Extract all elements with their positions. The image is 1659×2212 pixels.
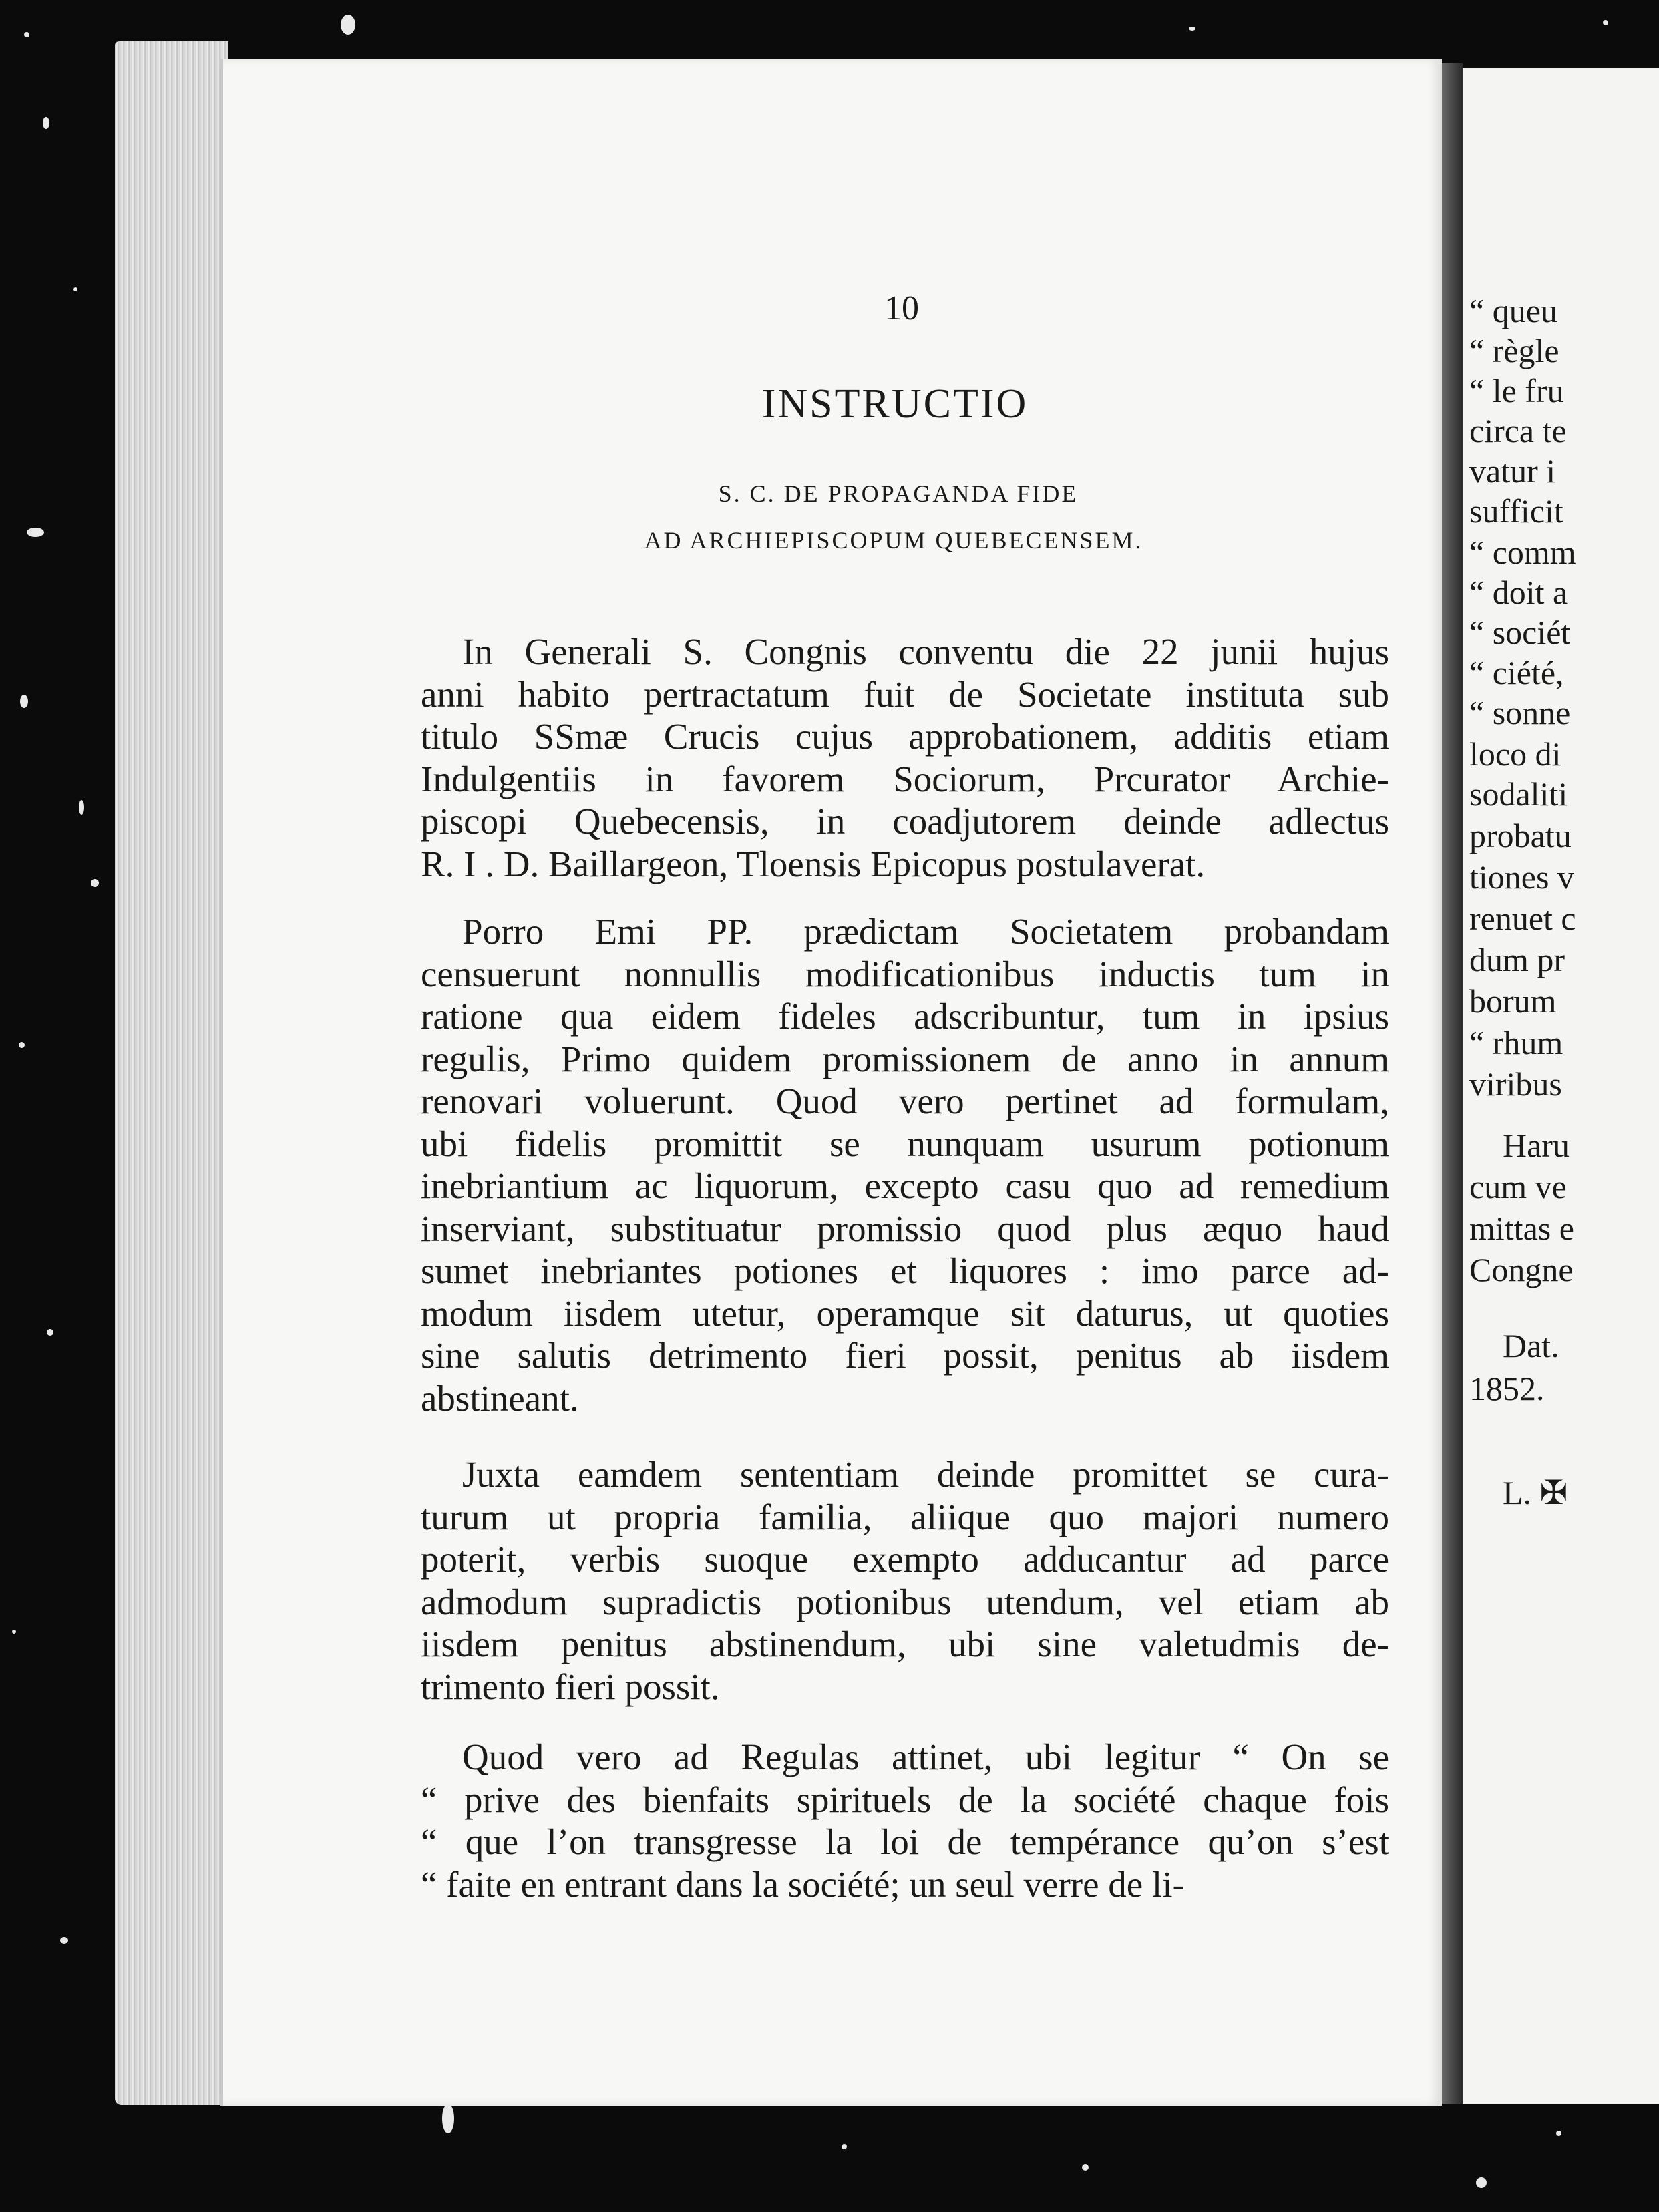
facing-page-line: tiones v <box>1469 858 1574 896</box>
paragraph-3 <box>421 1453 1389 1708</box>
scan-speck <box>1189 27 1195 31</box>
facing-page-line: “ le fru <box>1469 372 1564 409</box>
page-number: 10 <box>884 289 919 327</box>
text-line: censuerunt nonnullis modificationibus inductis tum in <box>421 953 1389 994</box>
text-line: titulo SSmæ Crucis cujus approbationem, additis etiam <box>421 716 1389 757</box>
text-line: In Generali S. Congnis conventu die 22 junii hujus <box>462 631 1389 672</box>
text-line: modum iisdem utetur, operamque sit daturus, ut quoties <box>421 1292 1389 1334</box>
facing-page-line: circa te <box>1469 412 1567 449</box>
text-line: R. I . D. Baillargeon, Tloensis Epicopus postulaverat. <box>421 843 1206 884</box>
text-line: piscopi Quebecensis, in coadjutorem deinde adlectus <box>421 801 1389 842</box>
facing-page-line: sufficit <box>1469 492 1563 530</box>
facing-page-line: probatu <box>1469 817 1572 854</box>
facing-page-line: “ sociét <box>1469 614 1571 651</box>
text-line: admodum supradictis potionibus utendum, vel etiam ab <box>421 1581 1389 1622</box>
facing-page-line: “ comm <box>1469 534 1576 571</box>
facing-page-line: Haru <box>1503 1127 1570 1164</box>
text-line: “ que l’on transgresse la loi de tempérance qu’on s’est <box>421 1821 1389 1862</box>
text-line: ratione qua eidem fideles adscribuntur, tum in ipsius <box>421 996 1389 1037</box>
facing-page-line: “ queu <box>1469 292 1557 329</box>
scan-speck <box>20 695 28 708</box>
text-line: renovari voluerunt. Quod vero pertinet ad formulam, <box>421 1081 1389 1121</box>
facing-page-line: vatur i <box>1469 452 1556 490</box>
text-line: Porro Emi PP. prædictam Societatem probandam <box>462 911 1389 952</box>
text-line: Juxta eamdem sententiam deinde promittet se cura- <box>462 1454 1389 1495</box>
facing-page-line: 1852. <box>1469 1370 1545 1407</box>
scan-speck <box>60 1937 68 1944</box>
text-line: inebriantium ac liquorum, excepto casu quo ad remedium <box>421 1165 1389 1206</box>
facing-page-line: Congne <box>1469 1251 1574 1288</box>
scan-speck <box>79 800 84 815</box>
document-subtitle-line-2: AD ARCHIEPISCOPUM QUEBECENSEM. <box>644 527 1143 554</box>
facing-page <box>1463 68 1659 2104</box>
document-subtitle-line-1: S. C. DE PROPAGANDA FIDE <box>718 480 1079 507</box>
facing-page-line: “ ciété, <box>1469 654 1564 691</box>
scan-speck <box>442 2104 454 2133</box>
scan-speck <box>1603 20 1608 25</box>
text-line: “ faite en entrant dans la société; un seul verre de li- <box>421 1863 1185 1905</box>
text-line: “ prive des bienfaits spirituels de la société chaque fois <box>421 1779 1389 1820</box>
facing-page-line: L. ✠ <box>1503 1474 1568 1511</box>
scan-speck <box>1082 2164 1089 2171</box>
facing-page-line: “ rhum <box>1469 1024 1563 1061</box>
scan-speck <box>1476 2177 1487 2188</box>
scan-speck <box>24 32 29 37</box>
text-line: poterit, verbis suoque exempto adducantur ad parce <box>421 1539 1389 1580</box>
text-line: inserviant, substituatur promissio quod plus æquo haud <box>421 1208 1389 1249</box>
facing-page-line: “ sonne <box>1469 694 1571 731</box>
scan-speck <box>12 1630 16 1634</box>
text-line: regulis, Primo quidem promissionem de anno in annum <box>421 1038 1389 1079</box>
document-title: INSTRUCTIO <box>761 381 1029 427</box>
facing-page-line: loco di <box>1469 735 1561 773</box>
scan-speck <box>1556 2131 1561 2136</box>
text-line: abstineant. <box>421 1377 579 1419</box>
paragraph-2 <box>421 910 1389 1419</box>
text-line: turum ut propria familia, aliique quo majori numero <box>421 1496 1389 1537</box>
facing-page-line: mittas e <box>1469 1210 1574 1247</box>
facing-page-line: sodaliti <box>1469 775 1568 813</box>
text-line: sumet inebriantes potiones et liquores : imo parce ad- <box>421 1250 1389 1291</box>
text-line: sine salutis detrimento fieri possit, penitus ab iisdem <box>421 1335 1389 1376</box>
scan-speck <box>47 1329 53 1336</box>
scan-speck <box>27 528 44 537</box>
facing-page-line: “ règle <box>1469 332 1559 369</box>
text-line: Indulgentiis in favorem Sociorum, Prcurator Archie- <box>421 758 1389 799</box>
scan-speck <box>91 879 99 887</box>
text-line: Quod vero ad Regulas attinet, ubi legitur “ On se <box>462 1736 1389 1777</box>
scan-speck <box>73 287 77 291</box>
scan-speck <box>842 2144 847 2149</box>
text-line: ubi fidelis promittit se nunquam usurum potionum <box>421 1123 1389 1164</box>
text-line: iisdem penitus abstinendum, ubi sine valetudmis de- <box>421 1624 1389 1664</box>
facing-page-line: viribus <box>1469 1065 1562 1103</box>
scan-speck <box>19 1042 25 1048</box>
text-line: anni habito pertractatum fuit de Societate instituta sub <box>421 673 1389 715</box>
scan-speck <box>43 117 49 129</box>
text-line: trimento fieri possit. <box>421 1666 720 1707</box>
facing-page-line: Dat. <box>1503 1327 1559 1364</box>
paragraph-4 <box>421 1736 1389 1905</box>
page-edges <box>115 41 228 2105</box>
facing-page-line: borum <box>1469 982 1557 1020</box>
paragraph-1 <box>421 630 1389 885</box>
facing-page-line: cum ve <box>1469 1168 1567 1206</box>
scan-speck <box>341 15 355 35</box>
facing-page-line: renuet c <box>1469 900 1576 937</box>
facing-page-line: “ doit a <box>1469 574 1568 611</box>
facing-page-line: dum pr <box>1469 941 1565 978</box>
